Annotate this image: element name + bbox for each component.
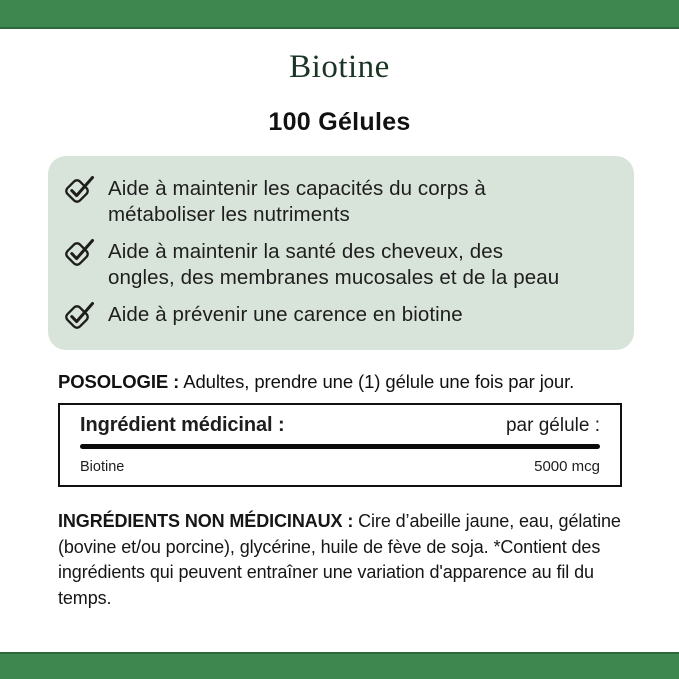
diamond-check-icon bbox=[62, 237, 96, 271]
benefits-box bbox=[48, 156, 634, 350]
table-header-row bbox=[80, 414, 600, 437]
non-medicinal-text: Cire d’abeille jaune, eau, gélatine (bovine et/ou porcine), glycérine, huile de fève de soja. *Contient des ingrédients qui peuvent entraîner une variation d'apparence au fil du temps. bbox=[58, 511, 621, 608]
table-row bbox=[80, 458, 600, 475]
benefit-item bbox=[62, 176, 616, 228]
diamond-check-icon bbox=[62, 174, 96, 208]
table-header-per-capsule: par gélule : bbox=[505, 415, 600, 436]
table-header-ingredient: Ingrédient médicinal : bbox=[80, 414, 285, 436]
benefit-text: Aide à prévenir une carence en biotine bbox=[108, 303, 463, 326]
benefit-item bbox=[62, 302, 616, 334]
benefit-text: Aide à maintenir les capacités du corps à métaboliser les nutriments bbox=[108, 177, 486, 226]
non-medicinal-label: INGRÉDIENTS NON MÉDICINAUX : bbox=[58, 511, 354, 531]
top-green-band bbox=[0, 0, 679, 29]
dosage-line bbox=[58, 371, 574, 393]
dosage-text: Adultes, prendre une (1) gélule une fois par jour. bbox=[183, 371, 575, 392]
benefit-item bbox=[62, 239, 616, 291]
medicinal-ingredient-table bbox=[58, 403, 622, 487]
benefit-text: Aide à maintenir la santé des cheveux, des ongles, des membranes mucosales et de la peau bbox=[108, 240, 560, 289]
capsule-count: 100 Gélules bbox=[268, 108, 411, 136]
table-divider-rule bbox=[80, 444, 600, 449]
product-title: Biotine bbox=[289, 49, 390, 85]
ingredient-name: Biotine bbox=[80, 459, 125, 475]
non-medicinal-paragraph bbox=[58, 509, 634, 611]
bottom-green-band bbox=[0, 652, 679, 679]
diamond-check-icon bbox=[62, 300, 96, 334]
ingredient-amount: 5000 mcg bbox=[534, 458, 600, 475]
dosage-label: POSOLOGIE : bbox=[58, 371, 180, 392]
